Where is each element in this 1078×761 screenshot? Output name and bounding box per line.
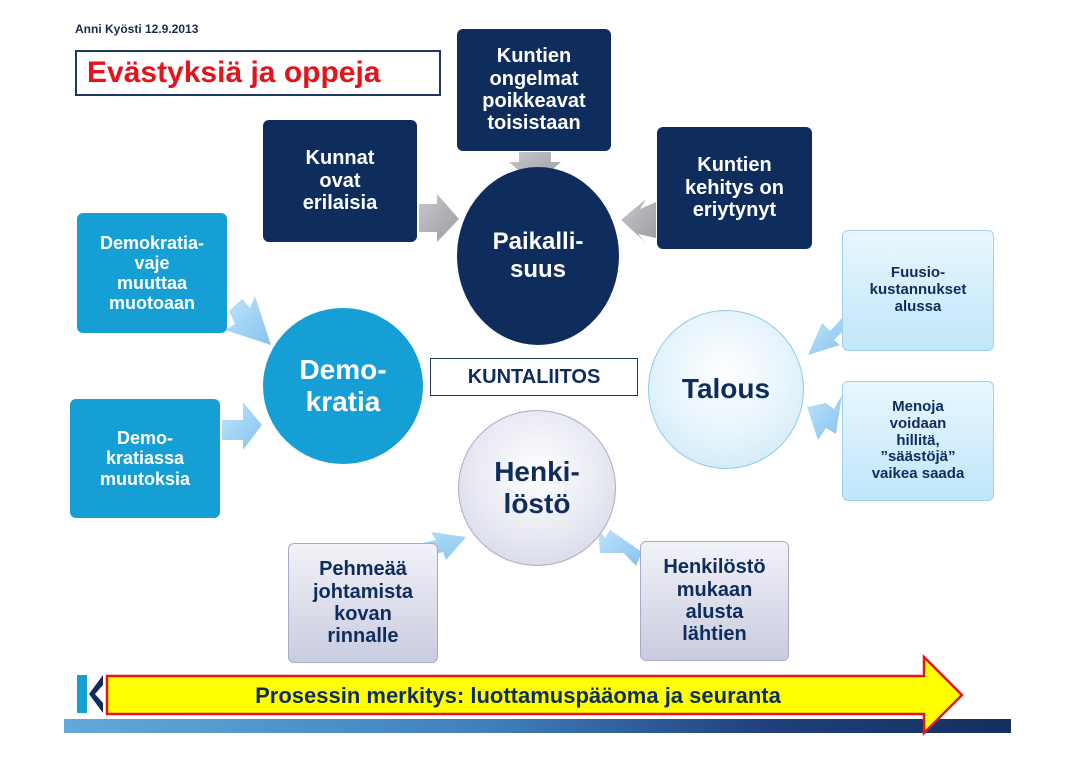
bottom-banner-text: Prosessin merkitys: luottamuspääoma ja seuranta xyxy=(255,683,781,708)
box-demokratiavaje-label: Demokratia- vaje muuttaa muotoaan xyxy=(99,232,205,314)
box-demokratiassa-label: Demo- kratiassa muutoksia xyxy=(99,428,191,489)
page-title: Evästyksiä ja oppeja xyxy=(75,50,441,96)
center-label-kuntaliitos: KUNTALIITOS xyxy=(430,358,638,396)
box-fuusio-label: Fuusio- kustannukset alussa xyxy=(869,264,967,315)
box-kehitys-label: Kuntien kehitys on eriytynyt xyxy=(685,154,784,222)
circle-paikallisuus-label: Paikalli- suus xyxy=(492,228,584,283)
circle-demokratia-label: Demo- kratia xyxy=(299,353,387,417)
author-date: Anni Kyösti 12.9.2013 xyxy=(75,22,199,36)
circle-henkilosto-label: Henki- löstö xyxy=(494,455,580,519)
circle-talous-label: Talous xyxy=(681,373,771,405)
box-kunnat-label: Kunnat ovat erilaisia xyxy=(302,147,378,215)
box-pehmeaa-label: Pehmeää johtamista kovan rinnalle xyxy=(312,558,414,648)
box-henkilosto-mukaan-label: Henkilöstö mukaan alusta lähtien xyxy=(663,556,766,646)
box-menoja-label: Menoja voidaan hillitä, ”säästöjä” vaikea saada xyxy=(871,398,965,483)
box-ongelmat-label: Kuntien ongelmat poikkeavat toisistaan xyxy=(482,45,586,135)
